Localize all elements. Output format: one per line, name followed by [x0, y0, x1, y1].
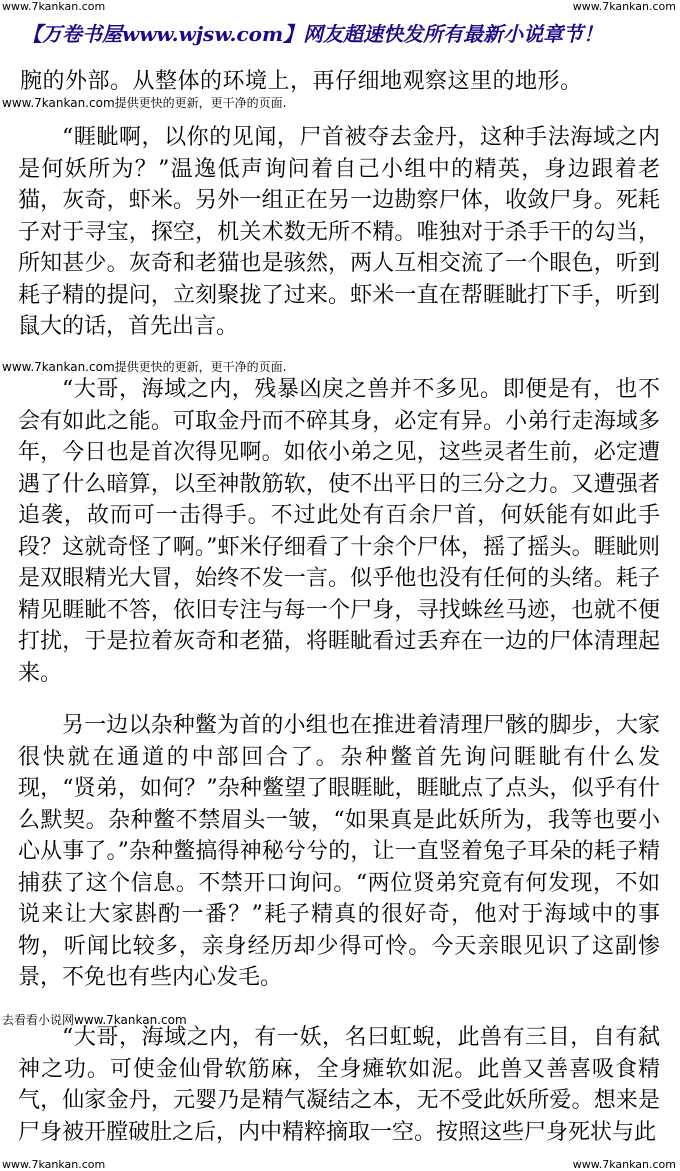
- bottom-site-link-right[interactable]: www.7kankan.com: [572, 1158, 676, 1171]
- bottom-site-link-left[interactable]: www.7kankan.com: [2, 1158, 106, 1171]
- top-site-bar: [0, 0, 680, 14]
- paragraph-2: “大哥，海域之内，残暴凶戾之兽并不多见。即便是有，也不会有如此之能。可取金丹而不碎其身，必定有异。小弟行走海域多年，今日也是首次得见啊。如依小弟之见，这些灵者生前，必定遭遇了什么暗算，以至神散筋软，使不出平日的三分之力。又遭强者追袭，故而可一击得手。不过此处有百余尸首，何妖能有如此手段？这就奇怪了啊。”虾米仔细看了十余个尸体，摇了摇头。睚眦则是双眼精光大冒，始终不发一言。似乎他也没有任何的头绪。耗子精见睚眦不答，依旧专注与每一个尸身，寻找蛛丝马迹，也就不便打扰，于是拉着灰奇和老猫，将睚眦看过丢弃在一边的尸体清理起来。: [18, 377, 660, 686]
- paragraph-4: “大哥，海域之内，有一妖，名曰虹蜺，此兽有三目，自有弑神之功。可使金仙骨软筋麻，全身瘫软如泥。此兽又善喜吸食精气，仙家金丹，元婴乃是精气凝结之本，无不受此妖所爱。想来是尸身被开膛破肚之后，内中精粹摘取一空。按照这些尸身死状与此: [18, 1025, 660, 1145]
- site-banner: 【万卷书屋www.wjsw.com】网友超速快发所有最新小说章节！: [22, 22, 604, 46]
- bottom-site-bar: [0, 1157, 680, 1171]
- ad-line-2: www.7kankan.com提供更快的更新，更干净的页面.: [2, 360, 287, 374]
- top-site-link-left[interactable]: www.7kankan.com: [2, 0, 106, 13]
- paragraph-1: “睚眦啊，以你的见闻，尸首被夺去金丹，这种手法海域之内是何妖所为？”温逸低声询问着自己小组中的精英，身边跟着老猫，灰奇，虾米。另外一组正在另一边勘察尸体，收敛尸身。死耗子对于寻宝，探空，机关术数无所不精。唯独对于杀手干的勾当，所知甚少。灰奇和老猫也是骇然，两人互相交流了一个眼色，听到耗子精的提问，立刻聚拢了过来。虾米一直在帮睚眦打下手，听到鼠大的话，首先出言。: [18, 125, 660, 339]
- ad-line-3: 去看看小说网www.7kankan.com: [2, 1013, 187, 1027]
- continuation-line: 腕的外部。从整体的环境上，再仔细地观察这里的地形。: [20, 69, 583, 94]
- paragraph-3: 另一边以杂种鳖为首的小组也在推进着清理尸骸的脚步，大家很快就在通道的中部回合了。杂种鳖首先询问睚眦有什么发现，“贤弟，如何？”杂种鳖望了眼睚眦，睚眦点了点头，似乎有什么默契。杂种鳖不禁眉头一皱，“如果真是此妖所为，我等也要小心从事了。”杂种鳖搞得神秘兮兮的，让一直竖着兔子耳朵的耗子精捕获了这个信息。不禁开口询问。“两位贤弟究竟有何发现，不如说来让大家斟酌一番？”耗子精真的很好奇，他对于海域中的事物，听闻比较多，亲身经历却少得可怜。今天亲眼见识了这副惨景，不免也有些内心发毛。: [18, 713, 660, 990]
- ad-line-1: www.7kankan.com提供更快的更新，更干净的页面.: [2, 96, 287, 110]
- top-site-link-right[interactable]: www.7kankan.com: [572, 0, 676, 13]
